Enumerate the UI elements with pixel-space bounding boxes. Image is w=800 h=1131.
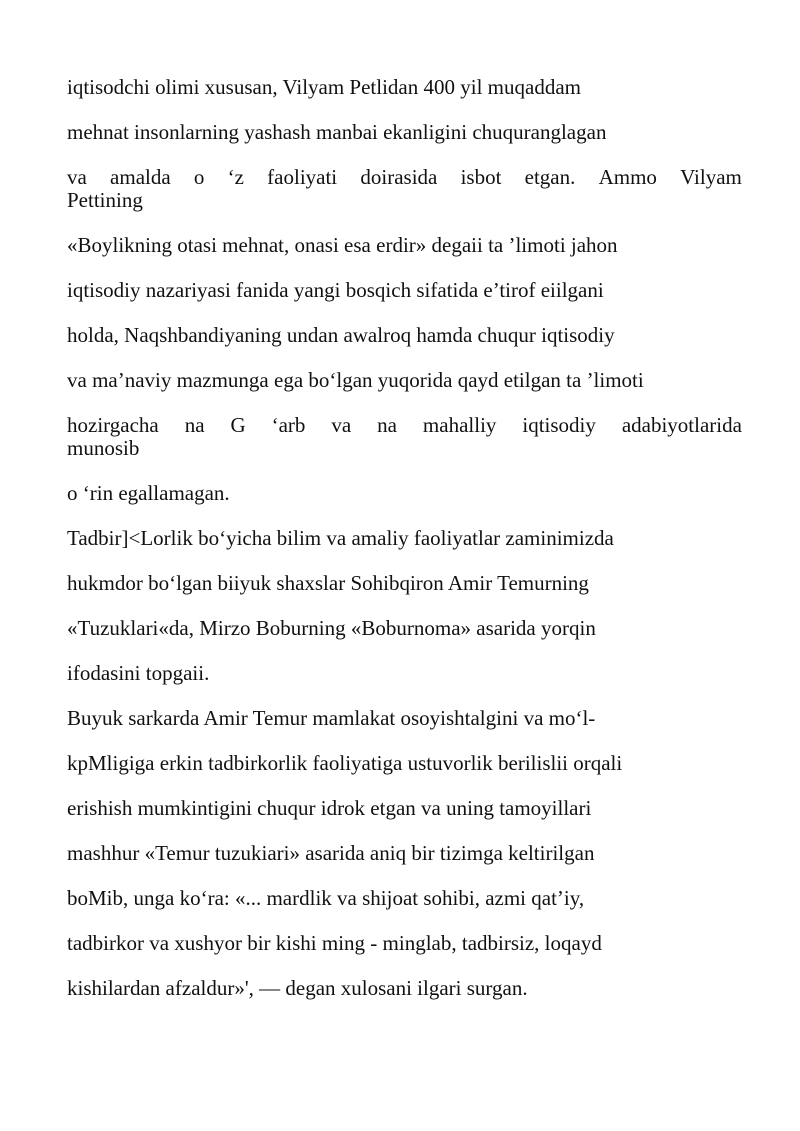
word: Ammo <box>598 165 657 189</box>
text-line: «Boylikning otasi mehnat, onasi esa erdir» degaii ta ’limoti jahon <box>67 233 618 257</box>
word: na <box>377 413 397 437</box>
text-line: Pettining <box>67 188 143 212</box>
word: G <box>230 413 246 437</box>
text-line: erishish mumkintigini chuqur idrok etgan va uning tamoyillari <box>67 796 592 820</box>
text-line: boMib, unga ko‘ra: «... mardlik va shijoat sohibi, azmi qat’iy, <box>67 886 585 910</box>
word: Vilyam <box>680 165 742 189</box>
word: ‘z <box>227 165 244 189</box>
word: mahalliy <box>422 413 497 437</box>
text-line: holda, Naqshbandiyaning undan awalroq hamda chuqur iqtisodiy <box>67 323 615 347</box>
word: adabiyotlarida <box>621 413 742 437</box>
text-line: kishilardan afzaldur»', — degan xulosani ilgari surgan. <box>67 976 528 1000</box>
text-line: iqtisodiy nazariyasi fanida yangi bosqich sifatida e’tirof eiilgani <box>67 278 604 302</box>
text-line: mehnat insonlarning yashash manbai ekanligini chuquranglagan <box>67 120 607 144</box>
word: na <box>184 413 205 437</box>
word: faoliyati <box>267 165 338 189</box>
word: doirasida <box>360 165 438 189</box>
word: amalda <box>110 165 171 189</box>
text-line: iqtisodchi olimi xususan, Vilyam Petlidan 400 yil muqaddam <box>67 75 581 99</box>
text-line: tadbirkor va xushyor bir kishi ming - minglab, tadbirsiz, loqayd <box>67 931 602 955</box>
document-page <box>67 76 742 1000</box>
text-line-justified <box>67 414 742 437</box>
text-line: Tadbir]<Lorlik bo‘yicha bilim va amaliy faoliyatlar zaminimizda <box>67 526 614 550</box>
word: isbot <box>460 165 502 189</box>
word: va <box>67 165 87 189</box>
word: o <box>193 165 205 189</box>
text-line: Buyuk sarkarda Amir Temur mamlakat osoyishtalgini va mo‘l- <box>67 706 596 730</box>
text-line: va ma’naviy mazmunga ega bo‘lgan yuqorida qayd etilgan ta ’limoti <box>67 368 644 392</box>
text-line: ifodasini topgaii. <box>67 661 210 685</box>
word: hozirgacha <box>67 413 159 437</box>
text-line: hukmdor bo‘lgan biiyuk shaxslar Sohibqiron Amir Temurning <box>67 571 589 595</box>
word: va <box>331 413 352 437</box>
text-line: mashhur «Temur tuzukiari» asarida aniq bir tizimga keltirilgan <box>67 841 595 865</box>
text-line: munosib <box>67 436 140 460</box>
word: iqtisodiy <box>522 413 596 437</box>
word: etgan. <box>524 165 576 189</box>
text-line-justified <box>67 166 742 189</box>
text-line: kpMligiga erkin tadbirkorlik faoliyatiga ustuvorlik berilislii orqali <box>67 751 623 775</box>
text-line: «Tuzuklari«da, Mirzo Boburning «Boburnoma» asarida yorqin <box>67 616 596 640</box>
text-line: o ‘rin egallamagan. <box>67 481 230 505</box>
word: ‘arb <box>271 413 306 437</box>
